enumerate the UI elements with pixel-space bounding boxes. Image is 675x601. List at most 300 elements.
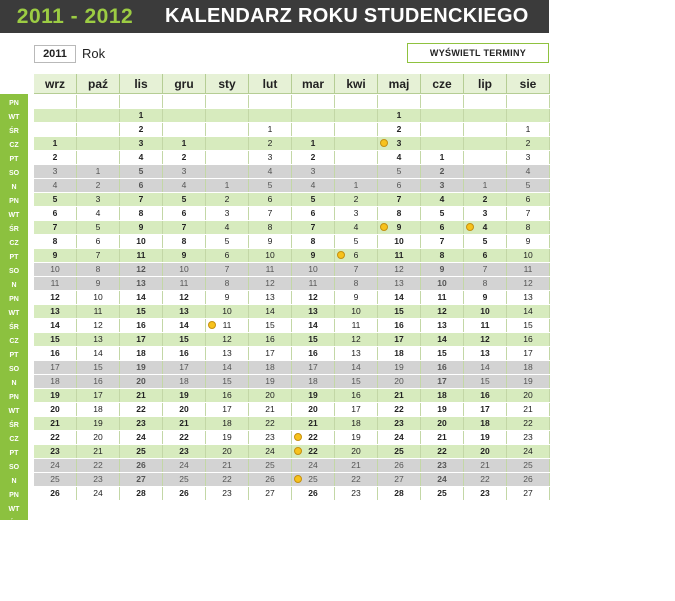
day-cell[interactable] — [34, 403, 77, 417]
day-cell[interactable] — [378, 333, 421, 347]
day-cell[interactable] — [249, 151, 292, 165]
day-cell[interactable] — [335, 263, 378, 277]
day-cell[interactable] — [292, 165, 335, 179]
day-cell[interactable] — [249, 319, 292, 333]
day-cell[interactable] — [206, 473, 249, 487]
day-cell[interactable] — [77, 445, 120, 459]
day-cell[interactable] — [249, 445, 292, 459]
event-marker-icon[interactable] — [294, 475, 302, 483]
day-cell[interactable] — [507, 137, 550, 151]
day-cell[interactable] — [34, 347, 77, 361]
day-cell[interactable] — [292, 263, 335, 277]
day-cell[interactable] — [34, 473, 77, 487]
day-cell[interactable] — [206, 207, 249, 221]
day-cell[interactable] — [292, 305, 335, 319]
day-cell[interactable] — [34, 165, 77, 179]
day-cell[interactable] — [249, 165, 292, 179]
day-cell[interactable] — [292, 375, 335, 389]
day-cell[interactable] — [34, 249, 77, 263]
day-cell[interactable] — [464, 305, 507, 319]
day-cell[interactable] — [249, 277, 292, 291]
day-cell[interactable] — [163, 445, 206, 459]
day-cell[interactable] — [120, 221, 163, 235]
event-marker-icon[interactable] — [337, 251, 345, 259]
day-cell[interactable] — [507, 305, 550, 319]
day-cell[interactable] — [34, 319, 77, 333]
day-cell[interactable] — [335, 417, 378, 431]
day-cell[interactable] — [464, 263, 507, 277]
day-cell[interactable] — [464, 459, 507, 473]
day-cell[interactable] — [163, 431, 206, 445]
day-cell[interactable] — [163, 473, 206, 487]
day-cell[interactable] — [378, 473, 421, 487]
day-cell[interactable] — [378, 151, 421, 165]
day-cell[interactable] — [206, 249, 249, 263]
day-cell[interactable] — [421, 431, 464, 445]
day-cell[interactable] — [507, 389, 550, 403]
event-marker-icon[interactable] — [294, 433, 302, 441]
day-cell[interactable] — [77, 193, 120, 207]
day-cell[interactable] — [378, 431, 421, 445]
day-cell[interactable] — [421, 473, 464, 487]
day-cell[interactable] — [206, 193, 249, 207]
day-cell[interactable] — [206, 263, 249, 277]
day-cell[interactable] — [378, 207, 421, 221]
day-cell[interactable] — [77, 179, 120, 193]
day-cell[interactable] — [507, 487, 550, 501]
day-cell[interactable] — [335, 459, 378, 473]
day-cell[interactable] — [335, 375, 378, 389]
day-cell[interactable] — [421, 389, 464, 403]
day-cell[interactable] — [335, 487, 378, 501]
day-cell[interactable] — [206, 221, 249, 235]
day-cell[interactable] — [335, 347, 378, 361]
day-cell[interactable] — [378, 165, 421, 179]
month-header[interactable]: cze — [421, 74, 464, 94]
event-marker-icon[interactable] — [380, 223, 388, 231]
day-cell[interactable] — [292, 473, 335, 487]
day-cell[interactable] — [34, 305, 77, 319]
day-cell[interactable] — [163, 319, 206, 333]
day-cell[interactable] — [249, 389, 292, 403]
day-cell[interactable] — [120, 445, 163, 459]
day-cell[interactable] — [206, 361, 249, 375]
day-cell[interactable] — [464, 347, 507, 361]
day-cell[interactable] — [335, 445, 378, 459]
day-cell[interactable] — [77, 431, 120, 445]
day-cell[interactable] — [34, 151, 77, 165]
show-terms-button[interactable]: WYŚWIETL TERMINY — [407, 43, 549, 63]
day-cell[interactable] — [34, 487, 77, 501]
day-cell[interactable] — [421, 291, 464, 305]
event-marker-icon[interactable] — [380, 139, 388, 147]
day-cell[interactable] — [249, 403, 292, 417]
day-cell[interactable] — [335, 235, 378, 249]
day-cell[interactable] — [249, 291, 292, 305]
day-cell[interactable] — [249, 235, 292, 249]
day-cell[interactable] — [421, 333, 464, 347]
day-cell[interactable] — [378, 319, 421, 333]
day-cell[interactable] — [120, 165, 163, 179]
day-cell[interactable] — [507, 277, 550, 291]
day-cell[interactable] — [120, 417, 163, 431]
day-cell[interactable] — [421, 151, 464, 165]
day-cell[interactable] — [34, 361, 77, 375]
day-cell[interactable] — [421, 221, 464, 235]
day-cell[interactable] — [292, 221, 335, 235]
day-cell[interactable] — [163, 291, 206, 305]
day-cell[interactable] — [163, 417, 206, 431]
day-cell[interactable] — [292, 193, 335, 207]
event-marker-icon[interactable] — [208, 321, 216, 329]
day-cell[interactable] — [464, 319, 507, 333]
day-cell[interactable] — [378, 249, 421, 263]
day-cell[interactable] — [120, 403, 163, 417]
day-cell[interactable] — [249, 221, 292, 235]
day-cell[interactable] — [507, 333, 550, 347]
day-cell[interactable] — [77, 319, 120, 333]
day-cell[interactable] — [120, 291, 163, 305]
day-cell[interactable] — [77, 263, 120, 277]
day-cell[interactable] — [120, 305, 163, 319]
day-cell[interactable] — [249, 137, 292, 151]
day-cell[interactable] — [464, 235, 507, 249]
day-cell[interactable] — [378, 305, 421, 319]
day-cell[interactable] — [421, 459, 464, 473]
day-cell[interactable] — [163, 137, 206, 151]
event-marker-icon[interactable] — [466, 223, 474, 231]
day-cell[interactable] — [507, 207, 550, 221]
day-cell[interactable] — [249, 431, 292, 445]
month-header[interactable]: gru — [163, 74, 206, 94]
day-cell[interactable] — [378, 179, 421, 193]
day-cell[interactable] — [120, 137, 163, 151]
day-cell[interactable] — [335, 291, 378, 305]
day-cell[interactable] — [378, 445, 421, 459]
day-cell[interactable] — [507, 375, 550, 389]
day-cell[interactable] — [507, 459, 550, 473]
month-header[interactable]: lip — [464, 74, 507, 94]
day-cell[interactable] — [421, 445, 464, 459]
day-cell[interactable] — [464, 431, 507, 445]
day-cell[interactable] — [421, 165, 464, 179]
day-cell[interactable] — [249, 473, 292, 487]
day-cell[interactable] — [464, 403, 507, 417]
day-cell[interactable] — [249, 305, 292, 319]
day-cell[interactable] — [378, 123, 421, 137]
day-cell[interactable] — [507, 431, 550, 445]
day-cell[interactable] — [378, 277, 421, 291]
day-cell[interactable] — [421, 319, 464, 333]
day-cell[interactable] — [120, 487, 163, 501]
day-cell[interactable] — [34, 291, 77, 305]
day-cell[interactable] — [163, 459, 206, 473]
day-cell[interactable] — [77, 249, 120, 263]
day-cell[interactable] — [507, 417, 550, 431]
day-cell[interactable] — [507, 347, 550, 361]
day-cell[interactable] — [120, 123, 163, 137]
day-cell[interactable] — [77, 473, 120, 487]
day-cell[interactable] — [120, 347, 163, 361]
day-cell[interactable] — [292, 459, 335, 473]
day-cell[interactable] — [378, 487, 421, 501]
day-cell[interactable] — [464, 375, 507, 389]
day-cell[interactable] — [378, 417, 421, 431]
day-cell[interactable] — [120, 319, 163, 333]
day-cell[interactable] — [77, 403, 120, 417]
day-cell[interactable] — [421, 235, 464, 249]
day-cell[interactable] — [335, 361, 378, 375]
day-cell[interactable] — [34, 417, 77, 431]
day-cell[interactable] — [163, 389, 206, 403]
day-cell[interactable] — [464, 207, 507, 221]
day-cell[interactable] — [421, 193, 464, 207]
day-cell[interactable] — [163, 375, 206, 389]
day-cell[interactable] — [34, 207, 77, 221]
day-cell[interactable] — [163, 333, 206, 347]
day-cell[interactable] — [464, 221, 507, 235]
day-cell[interactable] — [206, 417, 249, 431]
day-cell[interactable] — [292, 445, 335, 459]
day-cell[interactable] — [507, 403, 550, 417]
day-cell[interactable] — [507, 151, 550, 165]
day-cell[interactable] — [335, 473, 378, 487]
day-cell[interactable] — [163, 277, 206, 291]
day-cell[interactable] — [163, 361, 206, 375]
day-cell[interactable] — [34, 137, 77, 151]
day-cell[interactable] — [335, 319, 378, 333]
day-cell[interactable] — [292, 403, 335, 417]
day-cell[interactable] — [464, 193, 507, 207]
day-cell[interactable] — [335, 193, 378, 207]
day-cell[interactable] — [206, 305, 249, 319]
day-cell[interactable] — [206, 333, 249, 347]
day-cell[interactable] — [292, 417, 335, 431]
day-cell[interactable] — [120, 473, 163, 487]
day-cell[interactable] — [421, 263, 464, 277]
day-cell[interactable] — [77, 487, 120, 501]
day-cell[interactable] — [292, 235, 335, 249]
day-cell[interactable] — [77, 277, 120, 291]
day-cell[interactable] — [464, 361, 507, 375]
day-cell[interactable] — [292, 347, 335, 361]
day-cell[interactable] — [163, 263, 206, 277]
day-cell[interactable] — [77, 305, 120, 319]
day-cell[interactable] — [292, 207, 335, 221]
day-cell[interactable] — [507, 263, 550, 277]
day-cell[interactable] — [464, 445, 507, 459]
day-cell[interactable] — [464, 473, 507, 487]
day-cell[interactable] — [292, 319, 335, 333]
day-cell[interactable] — [335, 207, 378, 221]
day-cell[interactable] — [249, 123, 292, 137]
day-cell[interactable] — [421, 417, 464, 431]
day-cell[interactable] — [464, 417, 507, 431]
day-cell[interactable] — [34, 333, 77, 347]
day-cell[interactable] — [378, 347, 421, 361]
day-cell[interactable] — [292, 333, 335, 347]
day-cell[interactable] — [163, 179, 206, 193]
day-cell[interactable] — [292, 361, 335, 375]
day-cell[interactable] — [378, 375, 421, 389]
day-cell[interactable] — [421, 277, 464, 291]
day-cell[interactable] — [464, 277, 507, 291]
day-cell[interactable] — [421, 305, 464, 319]
day-cell[interactable] — [378, 109, 421, 123]
day-cell[interactable] — [206, 375, 249, 389]
day-cell[interactable] — [378, 389, 421, 403]
month-header[interactable]: kwi — [335, 74, 378, 94]
day-cell[interactable] — [507, 235, 550, 249]
day-cell[interactable] — [34, 221, 77, 235]
day-cell[interactable] — [464, 179, 507, 193]
day-cell[interactable] — [163, 151, 206, 165]
day-cell[interactable] — [34, 179, 77, 193]
day-cell[interactable] — [507, 361, 550, 375]
day-cell[interactable] — [249, 193, 292, 207]
day-cell[interactable] — [206, 389, 249, 403]
day-cell[interactable] — [249, 459, 292, 473]
day-cell[interactable] — [206, 431, 249, 445]
day-cell[interactable] — [249, 375, 292, 389]
day-cell[interactable] — [378, 403, 421, 417]
day-cell[interactable] — [292, 179, 335, 193]
day-cell[interactable] — [120, 151, 163, 165]
day-cell[interactable] — [507, 221, 550, 235]
day-cell[interactable] — [34, 193, 77, 207]
month-header[interactable]: lut — [249, 74, 292, 94]
day-cell[interactable] — [77, 389, 120, 403]
month-header[interactable]: lis — [120, 74, 163, 94]
day-cell[interactable] — [120, 375, 163, 389]
day-cell[interactable] — [120, 459, 163, 473]
day-cell[interactable] — [206, 235, 249, 249]
day-cell[interactable] — [292, 151, 335, 165]
day-cell[interactable] — [120, 249, 163, 263]
day-cell[interactable] — [77, 165, 120, 179]
day-cell[interactable] — [507, 291, 550, 305]
day-cell[interactable] — [120, 333, 163, 347]
day-cell[interactable] — [378, 263, 421, 277]
day-cell[interactable] — [120, 431, 163, 445]
day-cell[interactable] — [292, 277, 335, 291]
day-cell[interactable] — [120, 193, 163, 207]
day-cell[interactable] — [378, 193, 421, 207]
day-cell[interactable] — [77, 333, 120, 347]
day-cell[interactable] — [34, 459, 77, 473]
day-cell[interactable] — [120, 263, 163, 277]
day-cell[interactable] — [335, 221, 378, 235]
day-cell[interactable] — [378, 361, 421, 375]
day-cell[interactable] — [77, 221, 120, 235]
day-cell[interactable] — [507, 165, 550, 179]
day-cell[interactable] — [206, 291, 249, 305]
day-cell[interactable] — [507, 179, 550, 193]
month-header[interactable]: mar — [292, 74, 335, 94]
day-cell[interactable] — [206, 487, 249, 501]
day-cell[interactable] — [292, 431, 335, 445]
month-header[interactable]: paź — [77, 74, 120, 94]
day-cell[interactable] — [421, 207, 464, 221]
day-cell[interactable] — [421, 347, 464, 361]
day-cell[interactable] — [292, 487, 335, 501]
day-cell[interactable] — [77, 291, 120, 305]
day-cell[interactable] — [206, 459, 249, 473]
day-cell[interactable] — [34, 263, 77, 277]
day-cell[interactable] — [77, 207, 120, 221]
day-cell[interactable] — [507, 193, 550, 207]
day-cell[interactable] — [421, 249, 464, 263]
day-cell[interactable] — [507, 123, 550, 137]
day-cell[interactable] — [77, 361, 120, 375]
day-cell[interactable] — [507, 473, 550, 487]
day-cell[interactable] — [421, 179, 464, 193]
year-input[interactable]: 2011 — [34, 45, 76, 63]
day-cell[interactable] — [163, 305, 206, 319]
day-cell[interactable] — [163, 207, 206, 221]
day-cell[interactable] — [249, 487, 292, 501]
day-cell[interactable] — [77, 417, 120, 431]
day-cell[interactable] — [292, 137, 335, 151]
day-cell[interactable] — [335, 403, 378, 417]
day-cell[interactable] — [249, 249, 292, 263]
day-cell[interactable] — [120, 207, 163, 221]
day-cell[interactable] — [34, 277, 77, 291]
day-cell[interactable] — [163, 165, 206, 179]
day-cell[interactable] — [335, 277, 378, 291]
day-cell[interactable] — [77, 375, 120, 389]
day-cell[interactable] — [206, 445, 249, 459]
month-header[interactable]: sie — [507, 74, 550, 94]
month-header[interactable]: wrz — [34, 74, 77, 94]
day-cell[interactable] — [378, 459, 421, 473]
day-cell[interactable] — [249, 263, 292, 277]
day-cell[interactable] — [249, 333, 292, 347]
day-cell[interactable] — [163, 403, 206, 417]
day-cell[interactable] — [249, 347, 292, 361]
day-cell[interactable] — [206, 179, 249, 193]
day-cell[interactable] — [421, 375, 464, 389]
day-cell[interactable] — [249, 207, 292, 221]
day-cell[interactable] — [163, 221, 206, 235]
day-cell[interactable] — [378, 235, 421, 249]
day-cell[interactable] — [206, 277, 249, 291]
day-cell[interactable] — [421, 487, 464, 501]
day-cell[interactable] — [249, 417, 292, 431]
day-cell[interactable] — [335, 431, 378, 445]
day-cell[interactable] — [34, 389, 77, 403]
day-cell[interactable] — [335, 249, 378, 263]
day-cell[interactable] — [292, 389, 335, 403]
month-header[interactable]: sty — [206, 74, 249, 94]
day-cell[interactable] — [335, 305, 378, 319]
day-cell[interactable] — [378, 221, 421, 235]
day-cell[interactable] — [163, 347, 206, 361]
day-cell[interactable] — [120, 361, 163, 375]
day-cell[interactable] — [120, 389, 163, 403]
day-cell[interactable] — [507, 445, 550, 459]
day-cell[interactable] — [464, 389, 507, 403]
day-cell[interactable] — [464, 249, 507, 263]
day-cell[interactable] — [249, 361, 292, 375]
day-cell[interactable] — [421, 403, 464, 417]
day-cell[interactable] — [34, 235, 77, 249]
day-cell[interactable] — [163, 487, 206, 501]
day-cell[interactable] — [378, 291, 421, 305]
day-cell[interactable] — [120, 277, 163, 291]
day-cell[interactable] — [206, 403, 249, 417]
day-cell[interactable] — [292, 249, 335, 263]
